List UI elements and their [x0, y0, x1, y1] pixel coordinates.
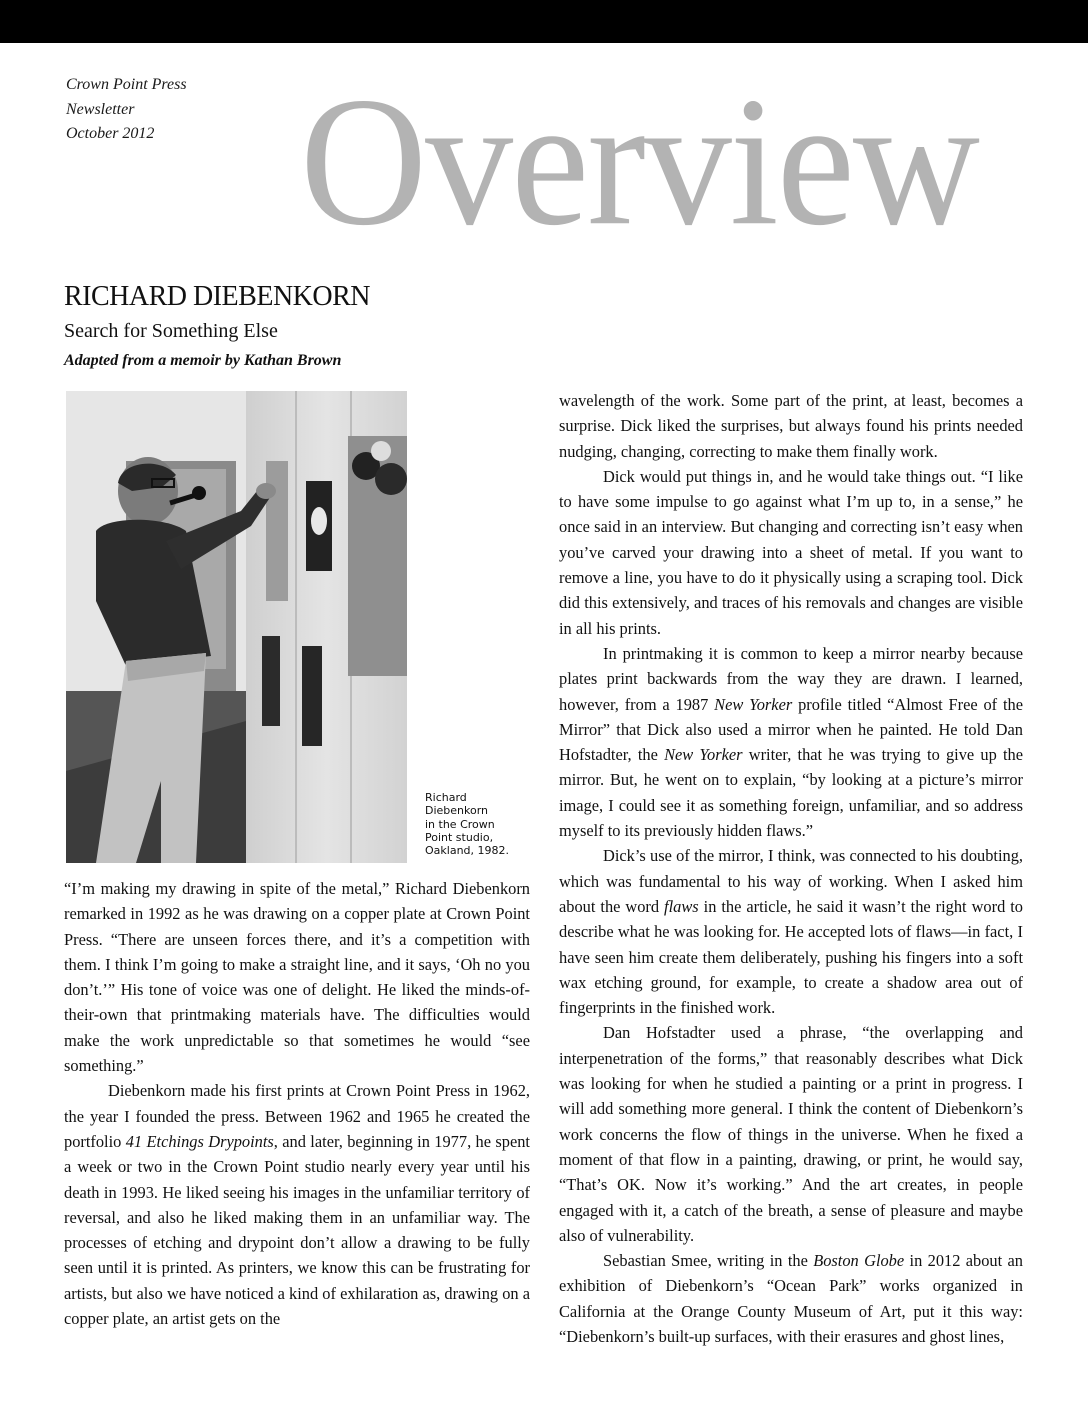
left-text-column: [64, 876, 530, 1331]
publication-name: Boston Globe: [813, 1251, 905, 1271]
article-title: RICHARD DIEBENKORN: [64, 281, 370, 312]
paragraph: [559, 641, 1023, 843]
caption-line: Point studio,: [425, 830, 494, 844]
paragraph: wavelength of the work. Some part of the print, at least, becomes a surprise. Dick liked the surprises, but always found his prints needed nudging, changing, correcting to make them finally work.: [559, 391, 1023, 461]
masthead-meta: [66, 73, 187, 147]
caption-line: Richard: [425, 791, 467, 804]
paragraph: Dan Hofstadter used a phrase, “the overlapping and interpenetration of the forms,” that reasonably describes what Dick was looking for when he studied a painting or a print in progress. I will add something more general. I think the content of Diebenkorn’s work concerns the flow of things in the universe. When he fixed a moment of that flow in a painting, drawing, or print, he would say, “That’s OK. Now it’s working.” And the art creates, in people engaged with it, a catch of the breath, a sense of pleasure and maybe also of vulnerability.: [559, 1023, 1023, 1245]
publication-name: New Yorker: [664, 745, 743, 765]
caption-line: Diebenkorn: [425, 804, 489, 818]
publication-name: New Yorker: [714, 694, 793, 714]
text-run: profile titled “Almost Free of the Mirror” that Dick also used a mirror when he painted. He told Dan Hofstadter, the: [559, 694, 1023, 765]
emphasized-word: flaws: [664, 896, 699, 916]
artist-photo: [66, 391, 407, 863]
paragraph: [559, 1248, 1023, 1349]
caption-line: in the Crown: [425, 817, 495, 831]
photo-caption: [425, 791, 509, 857]
caption-line: Oakland, 1982.: [425, 844, 510, 858]
paragraph: “I’m making my drawing in spite of the metal,” Richard Diebenkorn remarked in 1992 as he was drawing on a copper plate at Crown Point Press. “There are unseen forces there, and it’s a competition with them. I think I’m going to make a straight line, and it says, ‘Oh no you don’t.’” His tone of voice was one of delight. He liked the minds-of-their-own that printmaking materials have. The difficulties would make the work unpredictable so that sometimes he would “see something.”: [64, 879, 530, 1076]
text-run: Dick’s use of the mirror, I think, was connected to his doubting, which was fundamental to his way of working. When I asked him about the word: [559, 846, 1023, 916]
paragraph: [64, 1078, 530, 1331]
paragraph: Dick would put things in, and he would take things out. “I like to have some impulse to go against what I’m up to, in a sense,” he once said in an interview. But changing and correcting isn’t easy when you’ve carved your drawing into a sheet of metal. If you want to remove a line, you have to do it physically using a scraping tool. Dick did this extensively, and traces of his removals and changes are visible in all his prints.: [559, 466, 1023, 638]
text-run: In printmaking it is common to keep a mirror nearby because plates print backwards from the way they are drawn. I learned, however, from a 1987: [559, 643, 1023, 714]
article-byline: Adapted from a memoir by Kathan Brown: [64, 352, 342, 369]
text-run: in the article, he said it wasn’t the right word to describe what he was looking for. He accepted lots of flaws—in fact, I have seen him create them deliberately, pushing his fingers into a soft wax etching ground, for example, to create a shadow area out of fingerprints in the finished work.: [559, 896, 1023, 1018]
publisher-name: Crown Point Press: [66, 76, 187, 93]
top-black-bar: [0, 0, 1088, 43]
text-run: Diebenkorn made his first prints at Crown Point Press in 1962, the year I founded the press. Between 1962 and 1965 he created the portfolio: [64, 1081, 530, 1151]
text-run: Sebastian Smee, writing in the: [603, 1251, 814, 1271]
paragraph: [559, 843, 1023, 1020]
masthead-title: Overview: [300, 59, 978, 265]
text-run: , and later, beginning in 1977, he spent a week or two in the Crown Point studio nearly every year until his death in 1993. He liked seeing his images in the unfamiliar territory of reversal, and also he liked making them in an unfamiliar way. The processes of etching and drypoint don’t allow a drawing to be fully seen until it is printed. As printers, we know this can be frustrating for artists, but also we have noticed a kind of exhilaration as, drawing on a copper plate, an artist gets on the: [64, 1131, 530, 1329]
issue-date: October 2012: [66, 125, 155, 142]
text-run: writer, that he was trying to give up the mirror. But, he went on to explain, “by looking at a picture’s mirror image, I could see it as something foreign, unfamiliar, and so address myself to its previously hidden flaws.”: [559, 745, 1024, 841]
article-header: [64, 281, 370, 370]
right-text-column: [559, 388, 1023, 1349]
text-run: in 2012 about an exhibition of Diebenkorn’s “Ocean Park” works organized in California at the Orange County Museum of Art, put it this way: “Diebenkorn’s built-up surfaces, with their erasures and ghost lines,: [559, 1251, 1023, 1346]
publication-type: Newsletter: [66, 100, 135, 118]
article-subtitle: Search for Something Else: [64, 320, 278, 342]
portfolio-title: 41 Etchings Drypoints: [125, 1131, 274, 1151]
